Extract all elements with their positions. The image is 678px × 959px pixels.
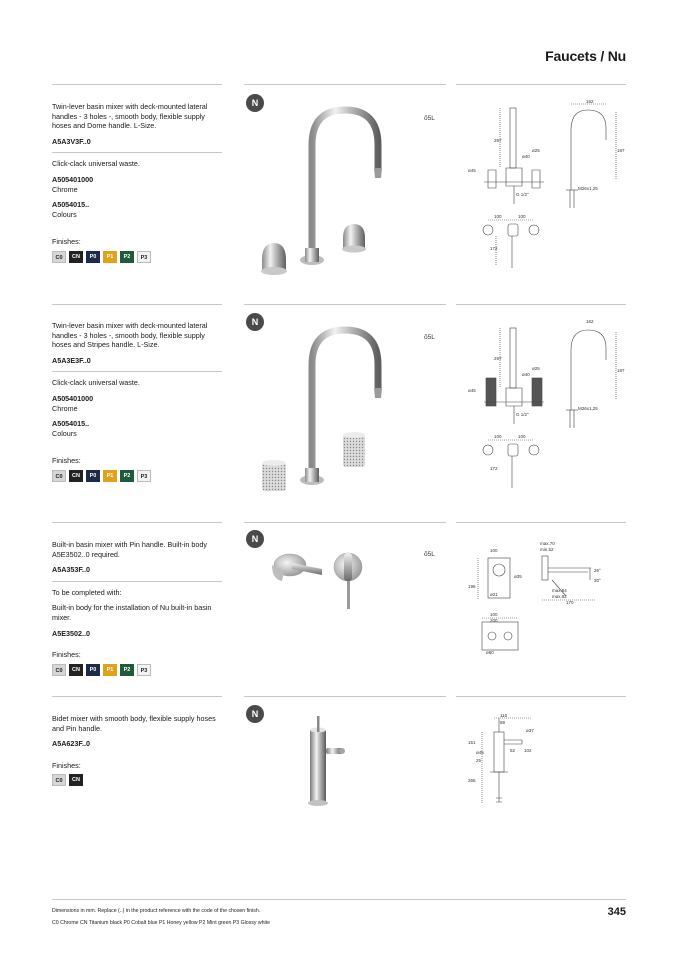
finish-swatch-p3: P3 (137, 470, 151, 482)
dimension-label: ø45 (476, 750, 484, 755)
technical-drawing-1 (466, 100, 626, 270)
divider (52, 581, 222, 582)
eco-flow-label: õ5L (424, 551, 435, 558)
finishes-label: Finishes: (52, 237, 81, 247)
finish-swatch-p1: P1 (103, 470, 117, 482)
complete-label: To be completed with: (52, 587, 122, 597)
accessory-code: A5054015.. (52, 200, 90, 210)
dimension-label: max.84 (552, 588, 567, 593)
accessory-name: Colours (52, 428, 77, 438)
dimension-label: 162 (586, 100, 594, 104)
dimension-label: ø45 (468, 168, 476, 173)
dimension-label: ø35 (514, 574, 522, 579)
page-number: 345 (607, 906, 626, 918)
dimension-label: 88 (500, 720, 506, 725)
divider (244, 522, 446, 523)
product-photo-stripes-basin-mixer (250, 320, 430, 505)
finish-swatch-p2: P2 (120, 664, 134, 676)
product-code: A5A3E3F..0 (52, 355, 91, 365)
finish-legend: C0 Chrome CN Titanium black P0 Cobalt blue P1 Honey yellow P2 Mint green P3 Glossy white (52, 920, 270, 926)
finish-swatches (52, 470, 222, 482)
dimension-label: 100 (518, 214, 526, 219)
technical-drawing-4 (466, 712, 626, 812)
finish-swatch-c0: C0 (52, 251, 66, 263)
dimension-label: G 1/2" (516, 412, 529, 417)
divider (52, 371, 222, 372)
finish-swatches (52, 251, 222, 263)
complete-description: Built-in body for the installation of Nu built-in basin mixer. (52, 603, 212, 622)
product-photo-bidet-mixer (290, 712, 370, 812)
dimension-label: 265 (468, 778, 476, 783)
new-badge: N (246, 313, 264, 331)
dimension-label: 102 (524, 748, 532, 753)
product-code: A5A3V3F..0 (52, 136, 91, 146)
finish-swatch-c0: C0 (52, 664, 66, 676)
finish-swatch-p3: P3 (137, 664, 151, 676)
divider (456, 304, 626, 305)
new-badge: N (246, 705, 264, 723)
finish-swatch-c0: C0 (52, 470, 66, 482)
dimension-label: 25 (476, 758, 482, 763)
page-title: Faucets / Nu (545, 48, 626, 64)
finish-swatch-p1: P1 (103, 664, 117, 676)
finishes-label: Finishes: (52, 456, 81, 466)
product-info-2 (52, 321, 222, 482)
product-description: Bidet mixer with smooth body, flexible supply hoses and Pin handle. (52, 714, 216, 733)
dimension-label: ø45 (468, 388, 476, 393)
dimension-label: 30° (594, 578, 601, 583)
divider (52, 152, 222, 153)
divider (52, 696, 222, 697)
finish-swatch-p0: P0 (86, 664, 100, 676)
dimension-label: 52 (510, 748, 516, 753)
dimension-label: ø40 (522, 372, 530, 377)
accessory-name: Chrome (52, 403, 78, 413)
divider (456, 696, 626, 697)
dimension-label: 200 (490, 618, 498, 623)
dimension-label: 100 (494, 434, 502, 439)
product-photo-dome-basin-mixer (250, 100, 430, 285)
new-badge: N (246, 94, 264, 112)
dimension-label: max.92 (552, 594, 567, 599)
finish-swatch-c0: C0 (52, 774, 66, 786)
accessory-code: A505401000 (52, 393, 94, 403)
product-photo-built-in-mixer (262, 545, 412, 625)
product-info-4 (52, 714, 222, 786)
divider (52, 304, 222, 305)
finish-swatch-p0: P0 (86, 470, 100, 482)
divider (456, 522, 626, 523)
dimension-label: 297 (494, 138, 502, 143)
finish-swatch-p3: P3 (137, 251, 151, 263)
product-info-1 (52, 102, 222, 263)
technical-drawing-2 (466, 320, 626, 490)
product-info-3 (52, 540, 222, 676)
finish-swatch-p1: P1 (103, 251, 117, 263)
eco-flow-label: õ5L (424, 334, 435, 341)
finish-swatches (52, 664, 222, 676)
dimension-label: 100 (518, 434, 526, 439)
product-code: A5A353F..0 (52, 565, 90, 575)
divider (52, 522, 222, 523)
dimension-label: ø37 (526, 728, 534, 733)
divider (244, 84, 446, 85)
footnote: Dimensions in mm. Replace (..) in the product reference with the code of the chosen finish. (52, 908, 261, 914)
divider (52, 84, 222, 85)
dimension-label: 187 (617, 148, 625, 153)
dimension-label: 100 (494, 214, 502, 219)
waste-label: Click-clack universal waste. (52, 159, 140, 169)
dimension-label: 162 (586, 320, 594, 324)
product-description: Built-in basin mixer with Pin handle. Built-in body A5E3502..0 required. (52, 540, 208, 559)
dimension-label: 170 (566, 600, 574, 605)
product-description: Twin-lever basin mixer with deck-mounted lateral handles - 3 holes -, smooth body, flexible supply hoses and Stripes handle. L-Size. (52, 321, 208, 350)
technical-drawing-3 (466, 540, 626, 660)
dimension-label: 172 (490, 466, 498, 471)
dimension-label: M26x1,25 (578, 406, 598, 411)
finishes-label: Finishes: (52, 760, 81, 770)
accessory-name: Chrome (52, 184, 78, 194)
dimension-label: 26° (594, 568, 601, 573)
dimension-label: 196 (468, 584, 476, 589)
divider (52, 899, 626, 900)
new-badge: N (246, 530, 264, 548)
dimension-label: 100 (490, 612, 498, 617)
dimension-label: ø25 (532, 366, 540, 371)
dimension-label: 297 (494, 356, 502, 361)
accessory-code: A5054015.. (52, 419, 90, 429)
finish-swatch-cn: CN (69, 251, 83, 263)
dimension-label: 100 (490, 548, 498, 553)
accessory-code: A505401000 (52, 174, 94, 184)
finish-swatch-cn: CN (69, 470, 83, 482)
dimension-label: 110 (500, 713, 508, 718)
dimension-label: ø60 (486, 650, 494, 655)
dimension-label: 172 (490, 246, 498, 251)
dimension-label: ø25 (532, 148, 540, 153)
product-code: A5A623F..0 (52, 739, 90, 749)
finish-swatches (52, 774, 222, 786)
product-description: Twin-lever basin mixer with deck-mounted lateral handles - 3 holes -, smooth body, flexible supply hoses and Dome handle. L-Size. (52, 102, 208, 131)
dimension-label: 187 (617, 368, 625, 373)
divider (456, 84, 626, 85)
finish-swatch-p2: P2 (120, 251, 134, 263)
finish-swatch-cn: CN (69, 774, 83, 786)
dimension-label: ø21 (490, 592, 498, 597)
dimension-label: ø40 (522, 154, 530, 159)
waste-label: Click-clack universal waste. (52, 378, 140, 388)
complete-code: A5E3502..0 (52, 628, 90, 638)
dimension-label: 151 (468, 740, 476, 745)
dimension-label: M26x1,25 (578, 186, 598, 191)
finishes-label: Finishes: (52, 650, 81, 660)
dimension-label: min.52 (540, 547, 554, 552)
divider (244, 304, 446, 305)
finish-swatch-p2: P2 (120, 470, 134, 482)
dimension-label: max.70 (540, 541, 555, 546)
divider (244, 696, 446, 697)
dimension-label: G 1/2" (516, 192, 529, 197)
eco-flow-label: õ5L (424, 115, 435, 122)
accessory-name: Colours (52, 209, 77, 219)
finish-swatch-cn: CN (69, 664, 83, 676)
finish-swatch-p0: P0 (86, 251, 100, 263)
